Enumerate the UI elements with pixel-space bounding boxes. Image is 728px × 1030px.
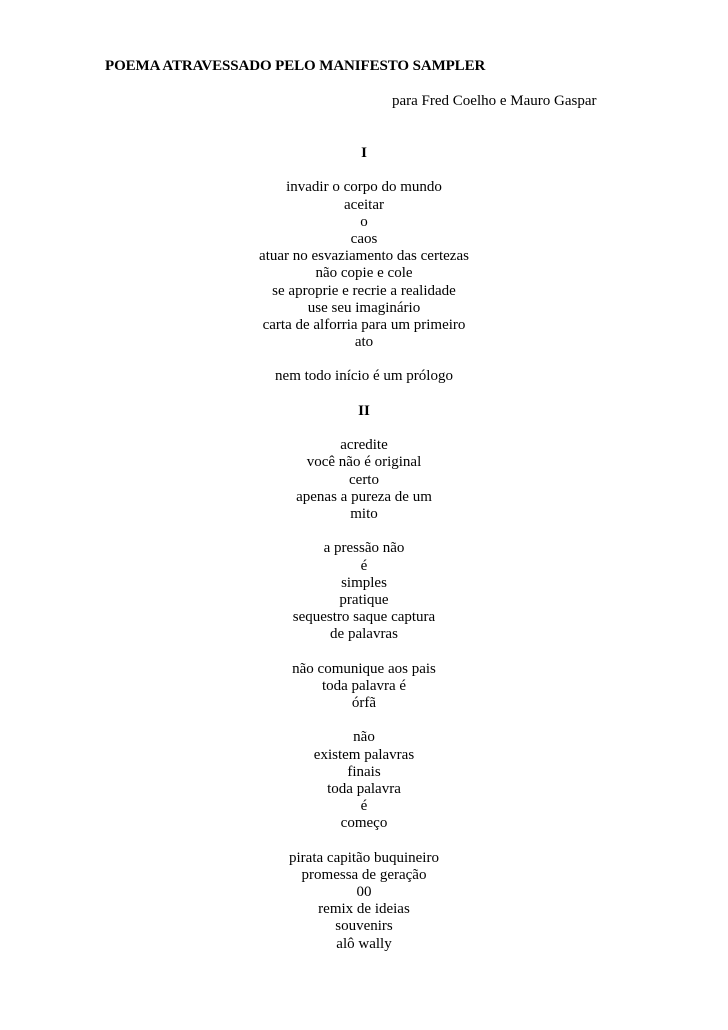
- stanza: [164, 368, 564, 385]
- poem-title: POEMA ATRAVESSADO PELO MANIFESTO SAMPLER: [105, 58, 486, 74]
- poem-line: o: [360, 213, 368, 230]
- poem-line: use seu imaginário: [307, 299, 421, 316]
- poem-line: simples: [341, 574, 387, 591]
- poem-line: ato: [354, 334, 374, 351]
- heading-gap: [164, 162, 564, 179]
- stanza: [164, 540, 564, 643]
- poem-line: toda palavra é: [321, 677, 407, 694]
- poem-line: não: [353, 729, 375, 746]
- poem-line: não comunique aos pais: [292, 660, 436, 677]
- poem-line: se aproprie e recrie a realidade: [272, 282, 456, 299]
- stanza-gap: [164, 643, 564, 660]
- poem-line: apenas a pureza de um: [296, 488, 432, 505]
- poem-line: toda palavra: [327, 780, 401, 797]
- stanza: [164, 437, 564, 523]
- poem-line: aceitar: [344, 196, 384, 213]
- stanza-gap: [164, 351, 564, 368]
- stanza: [164, 179, 564, 351]
- stanza: [164, 729, 564, 832]
- poem-line: mito: [350, 505, 378, 522]
- poem-line: órfã: [351, 695, 377, 711]
- poem-line: nem todo início é um prólogo: [275, 368, 453, 385]
- poem-line: de palavras: [330, 626, 398, 643]
- poem-line: certo: [349, 471, 379, 488]
- poem-line: pratique: [339, 591, 389, 608]
- poem-line: promessa de geração: [301, 866, 427, 883]
- poem-line: é: [360, 557, 368, 574]
- poem-line: acredite: [340, 437, 388, 454]
- poem-line: carta de alforria para um primeiro: [262, 316, 466, 333]
- section-heading: II: [358, 402, 370, 419]
- poem-line: finais: [347, 763, 381, 780]
- poem-line: 00: [356, 884, 372, 901]
- poem-line: remix de ideias: [318, 901, 410, 918]
- poem-line: não copie e cole: [315, 265, 413, 282]
- poem-line: pirata capitão buquineiro: [289, 849, 439, 866]
- section-heading: I: [361, 145, 367, 161]
- poem-body: [164, 145, 564, 953]
- poem-line: invadir o corpo do mundo: [286, 179, 442, 196]
- poem-line: é: [360, 798, 368, 815]
- stanza-gap: [164, 523, 564, 540]
- poem-line: sequestro saque captura: [292, 609, 436, 626]
- poem-line: começo: [340, 815, 388, 832]
- poem-line: souvenirs: [335, 918, 393, 935]
- poem-line: atuar no esvaziamento das certezas: [259, 248, 469, 265]
- poem-line: existem palavras: [313, 746, 415, 763]
- stanza-gap: [164, 712, 564, 729]
- section-gap: [164, 386, 564, 403]
- stanza: [164, 661, 564, 713]
- stanza: [164, 850, 564, 953]
- poem-line: você não é original: [306, 454, 422, 471]
- heading-gap: [164, 420, 564, 437]
- poem-line: a pressão não: [323, 540, 405, 557]
- dedication: para Fred Coelho e Mauro Gaspar: [392, 93, 597, 109]
- poem-line: alô wally: [336, 935, 392, 952]
- stanza-gap: [164, 833, 564, 850]
- poem-line: caos: [350, 230, 378, 247]
